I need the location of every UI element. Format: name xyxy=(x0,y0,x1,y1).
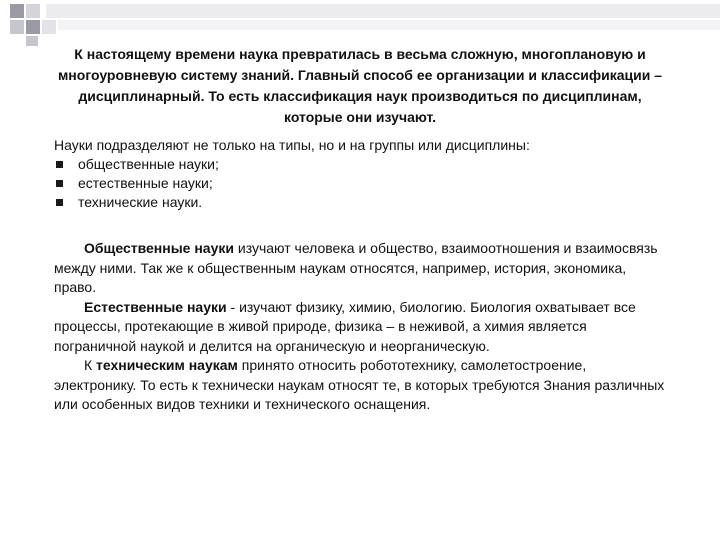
bullet-list xyxy=(54,155,666,212)
paragraph-natural-sciences xyxy=(54,298,666,357)
decorative-header-pattern xyxy=(0,0,720,48)
slide-content xyxy=(54,44,666,415)
bullet-label: технические науки. xyxy=(78,194,203,210)
square-bullet-icon xyxy=(56,199,63,206)
bullet-item xyxy=(54,155,666,174)
bullet-item xyxy=(54,193,666,212)
bullet-label: общественные науки; xyxy=(78,156,219,172)
paragraph-lead: Общественные науки xyxy=(84,240,234,256)
paragraph-lead: техническим наукам xyxy=(96,357,238,373)
paragraph-block xyxy=(54,239,666,415)
paragraph-lead: Естественные науки xyxy=(84,298,227,315)
paragraph-prefix: К xyxy=(84,357,97,373)
slide-title: К настоящему времени наука превратилась в весьма сложную, многоплановую и многоуровневую систему знаний. Главный способ ее организации и классификации – дисциплинарный. То есть классификация наук производиться по дисциплинам, которые они изучают. xyxy=(57,46,663,125)
paragraph-text: - изучают физику, химию, биологию. Биология охватывает все процессы, протекающие в живой природе, физика – в неживой, а химия является пограничной наукой и делится на органическую и неорганическую. xyxy=(54,298,636,354)
intro-text: Науки подразделяют не только на типы, но и на группы или дисциплины: xyxy=(54,137,530,153)
paragraph-text: изучают человека и общество, взаимоотношения и взаимосвязь между ними. Так же к общественным наукам относятся, например, история, экономика, право. xyxy=(54,240,658,295)
paragraph-social-sciences xyxy=(54,239,666,298)
bullet-label: естественные науки; xyxy=(78,175,213,191)
paragraph-technical-sciences xyxy=(54,356,666,415)
paragraph-text: принято относить робототехнику, самолетостроение, электронику. То есть к технически наукам относят те, в которых требуются Знания различных или особенных видов техники и технического оснащения. xyxy=(54,357,665,412)
bullet-item xyxy=(54,174,666,193)
square-bullet-icon xyxy=(56,161,63,168)
square-bullet-icon xyxy=(56,180,63,187)
